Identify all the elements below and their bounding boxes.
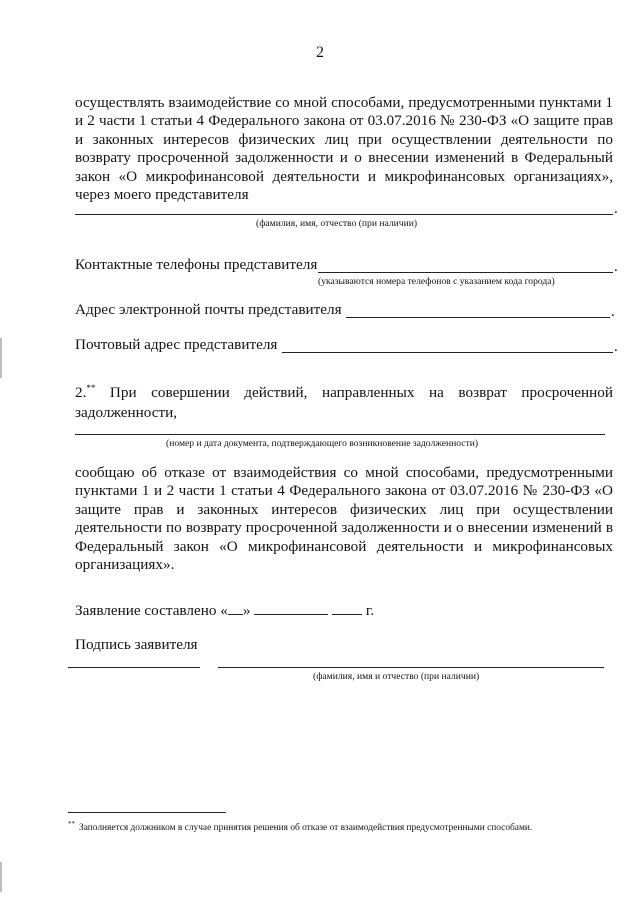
refusal-paragraph: сообщаю об отказе от взаимодействия со мной способами, предусмотренными пунктами 1 и 2 части 1 статьи 4 Федерального закона от 03.07.2016 № 230-ФЗ «О защите прав и законных интересов физических лиц при осуществлении деятельности по возврату просроченной задолженности и о внесении изменений в Федеральный закон «О микрофинансовой деятельности и микрофинансовых организациях». bbox=[75, 464, 613, 574]
edge-mark-bottom bbox=[0, 862, 2, 892]
representative-name-period: . bbox=[614, 201, 618, 217]
phones-caption: (указываются номера телефонов с указанием кода города) bbox=[318, 276, 555, 287]
footnote-marker: ** bbox=[68, 819, 75, 828]
phones-label: Контактные телефоны представителя bbox=[75, 256, 318, 273]
edge-mark-top bbox=[0, 338, 2, 378]
footnote bbox=[68, 819, 613, 834]
statement-day-field[interactable] bbox=[228, 601, 243, 615]
email-field[interactable] bbox=[346, 317, 610, 318]
signature-field[interactable] bbox=[68, 667, 200, 668]
item-2 bbox=[75, 383, 613, 423]
item-2-word: на bbox=[429, 384, 444, 401]
item-2-word: действий, bbox=[244, 384, 308, 401]
item-2-word: просроченной bbox=[521, 384, 613, 401]
statement-month-field[interactable] bbox=[254, 601, 328, 615]
item-2-word: возврат bbox=[458, 384, 507, 401]
debt-document-field[interactable] bbox=[75, 434, 605, 435]
signer-name-field[interactable] bbox=[218, 667, 604, 668]
phones-field[interactable] bbox=[318, 272, 613, 273]
postal-field[interactable] bbox=[282, 352, 613, 353]
signature-label: Подпись заявителя bbox=[75, 636, 198, 653]
item-2-number: 2.** bbox=[75, 382, 96, 401]
intro-paragraph: осуществлять взаимодействие со мной способами, предусмотренными пунктами 1 и 2 части 1 статьи 4 Федерального закона от 03.07.2016 № 230-ФЗ «О защите прав и законных интересов физических лиц при осуществлении деятельности по возврату просроченной задолженности и о внесении изменений в Федеральный закон «О микрофинансовой деятельности и микрофинансовых организациях», через моего представителя bbox=[75, 94, 613, 204]
footnote-text: Заполняется должником в случае принятия решения об отказе от взаимодействия предусмотренными способами. bbox=[79, 823, 533, 833]
item-2-word: направленных bbox=[322, 384, 415, 401]
page-number: 2 bbox=[316, 44, 324, 61]
item-2-first-line bbox=[75, 383, 613, 403]
email-period: . bbox=[611, 304, 615, 320]
item-2-word: При bbox=[109, 384, 137, 401]
representative-name-caption: (фамилия, имя, отчество (при наличии) bbox=[256, 218, 418, 229]
statement-day-close: » bbox=[242, 602, 251, 619]
statement-year-suffix: г. bbox=[362, 602, 375, 619]
phones-period: . bbox=[614, 259, 618, 275]
representative-name-field[interactable] bbox=[75, 214, 613, 215]
postal-period: . bbox=[614, 339, 618, 355]
item-2-word: совершении bbox=[151, 384, 230, 401]
item-2-footnote-marker: ** bbox=[86, 382, 96, 393]
item-2-second-line: задолженности, bbox=[75, 404, 178, 421]
statement-year-field[interactable] bbox=[332, 601, 362, 615]
footnote-rule bbox=[68, 812, 226, 813]
statement-date-prefix: Заявление составлено « bbox=[75, 602, 228, 619]
statement-date bbox=[75, 601, 374, 620]
email-label: Адрес электронной почты представителя bbox=[75, 301, 342, 318]
postal-label: Почтовый адрес представителя bbox=[75, 336, 278, 353]
signer-name-caption: (фамилия, имя и отчество (при наличии) bbox=[313, 671, 480, 682]
debt-document-caption: (номер и дата документа, подтверждающего возникновение задолженности) bbox=[166, 438, 479, 449]
